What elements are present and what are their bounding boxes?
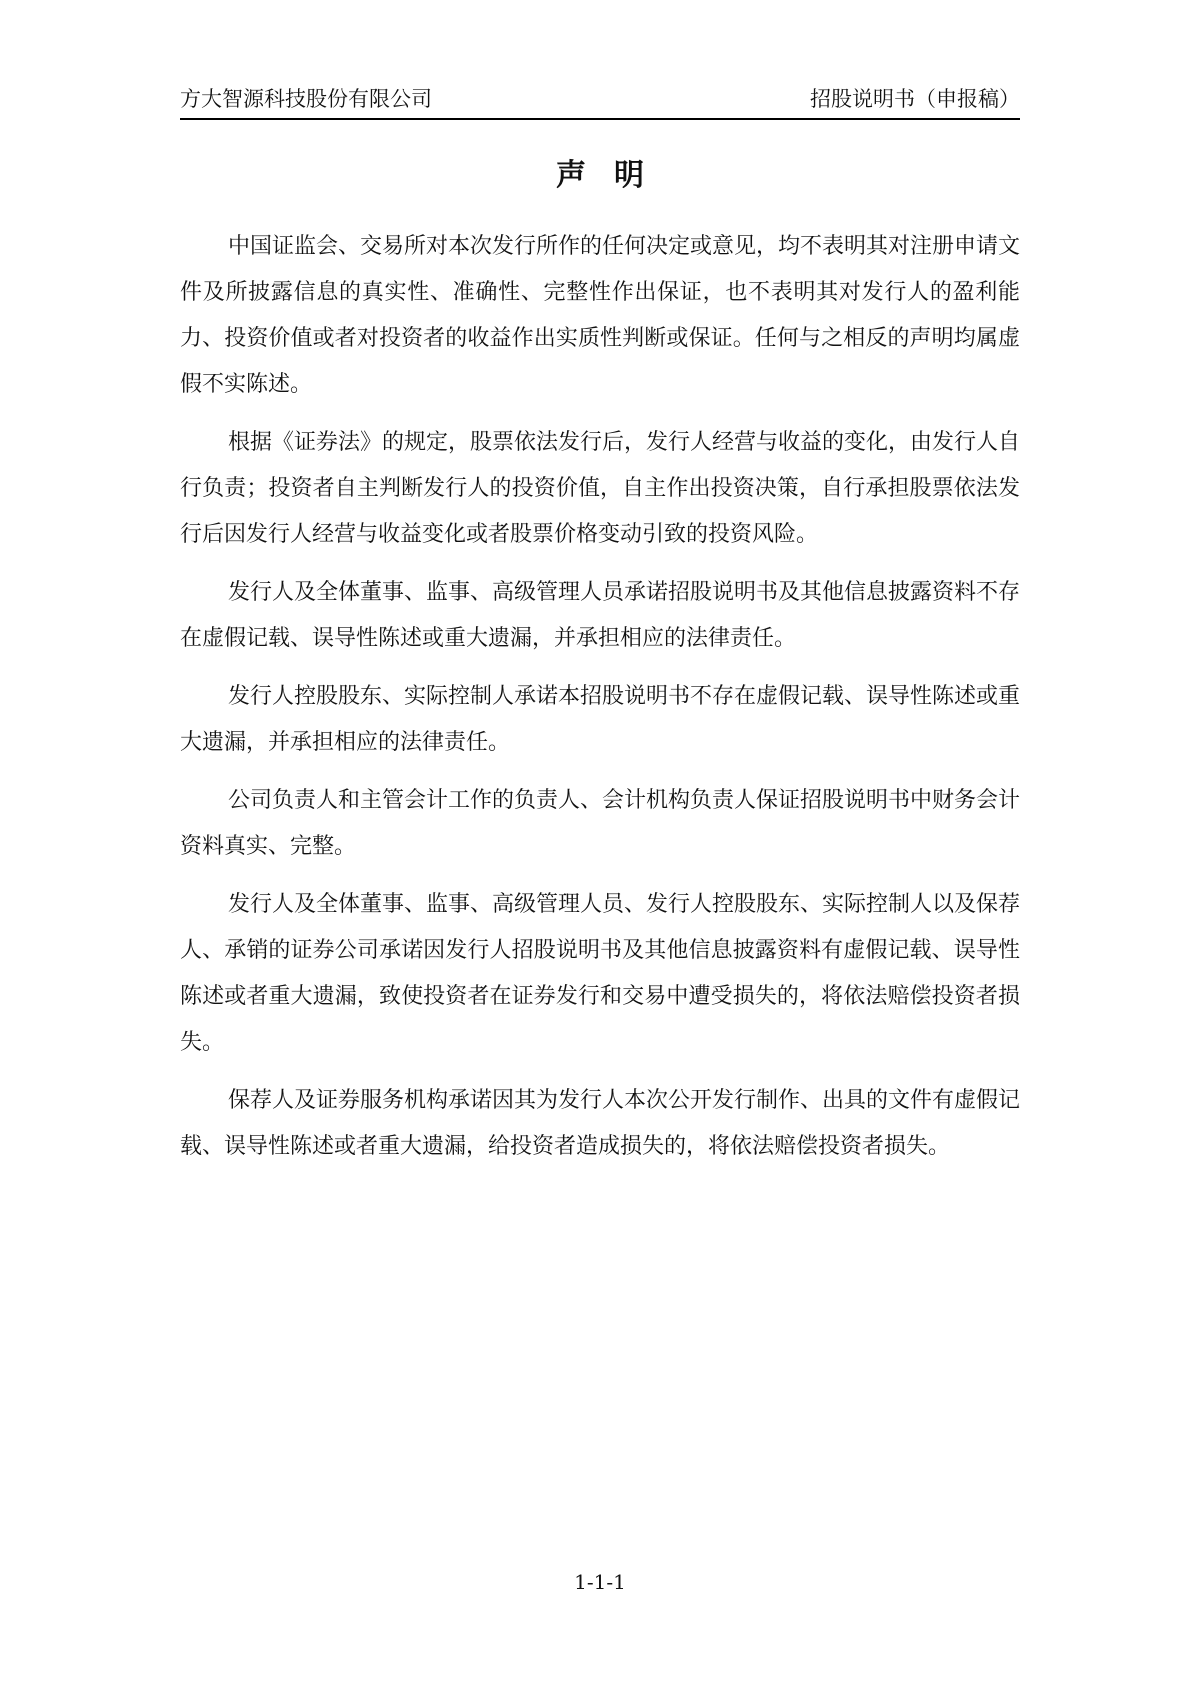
paragraph: 发行人控股股东、实际控制人承诺本招股说明书不存在虚假记载、误导性陈述或重大遗漏，并承担相应的法律责任。: [180, 684, 1021, 755]
paragraph: 保荐人及证券服务机构承诺因其为发行人本次公开发行制作、出具的文件有虚假记载、误导性陈述或者重大遗漏，给投资者造成损失的，将依法赔偿投资者损失。: [180, 1088, 1021, 1159]
header-document-type: 招股说明书（申报稿）: [810, 87, 1020, 111]
document-body: [180, 224, 1020, 1182]
paragraph: 根据《证券法》的规定，股票依法发行后，发行人经营与收益的变化，由发行人自行负责；投资者自主判断发行人的投资价值，自主作出投资决策，自行承担股票依法发行后因发行人经营与收益变化或者股票价格变动引致的投资风险。: [180, 430, 1021, 547]
page-header: [180, 84, 1020, 120]
page-number: 1-1-1: [574, 1570, 626, 1594]
paragraph: 发行人及全体董事、监事、高级管理人员承诺招股说明书及其他信息披露资料不存在虚假记载、误导性陈述或重大遗漏，并承担相应的法律责任。: [180, 580, 1021, 651]
page-title: 声明: [556, 158, 672, 193]
header-company-name: 方大智源科技股份有限公司: [180, 87, 432, 111]
paragraph: 中国证监会、交易所对本次发行所作的任何决定或意见，均不表明其对注册申请文件及所披露信息的真实性、准确性、完整性作出保证，也不表明其对发行人的盈利能力、投资价值或者对投资者的收益作出实质性判断或保证。任何与之相反的声明均属虚假不实陈述。: [180, 234, 1021, 397]
paragraph: 公司负责人和主管会计工作的负责人、会计机构负责人保证招股说明书中财务会计资料真实、完整。: [180, 788, 1021, 859]
paragraph: 发行人及全体董事、监事、高级管理人员、发行人控股股东、实际控制人以及保荐人、承销的证券公司承诺因发行人招股说明书及其他信息披露资料有虚假记载、误导性陈述或者重大遗漏，致使投资者在证券发行和交易中遭受损失的，将依法赔偿投资者损失。: [180, 892, 1021, 1055]
